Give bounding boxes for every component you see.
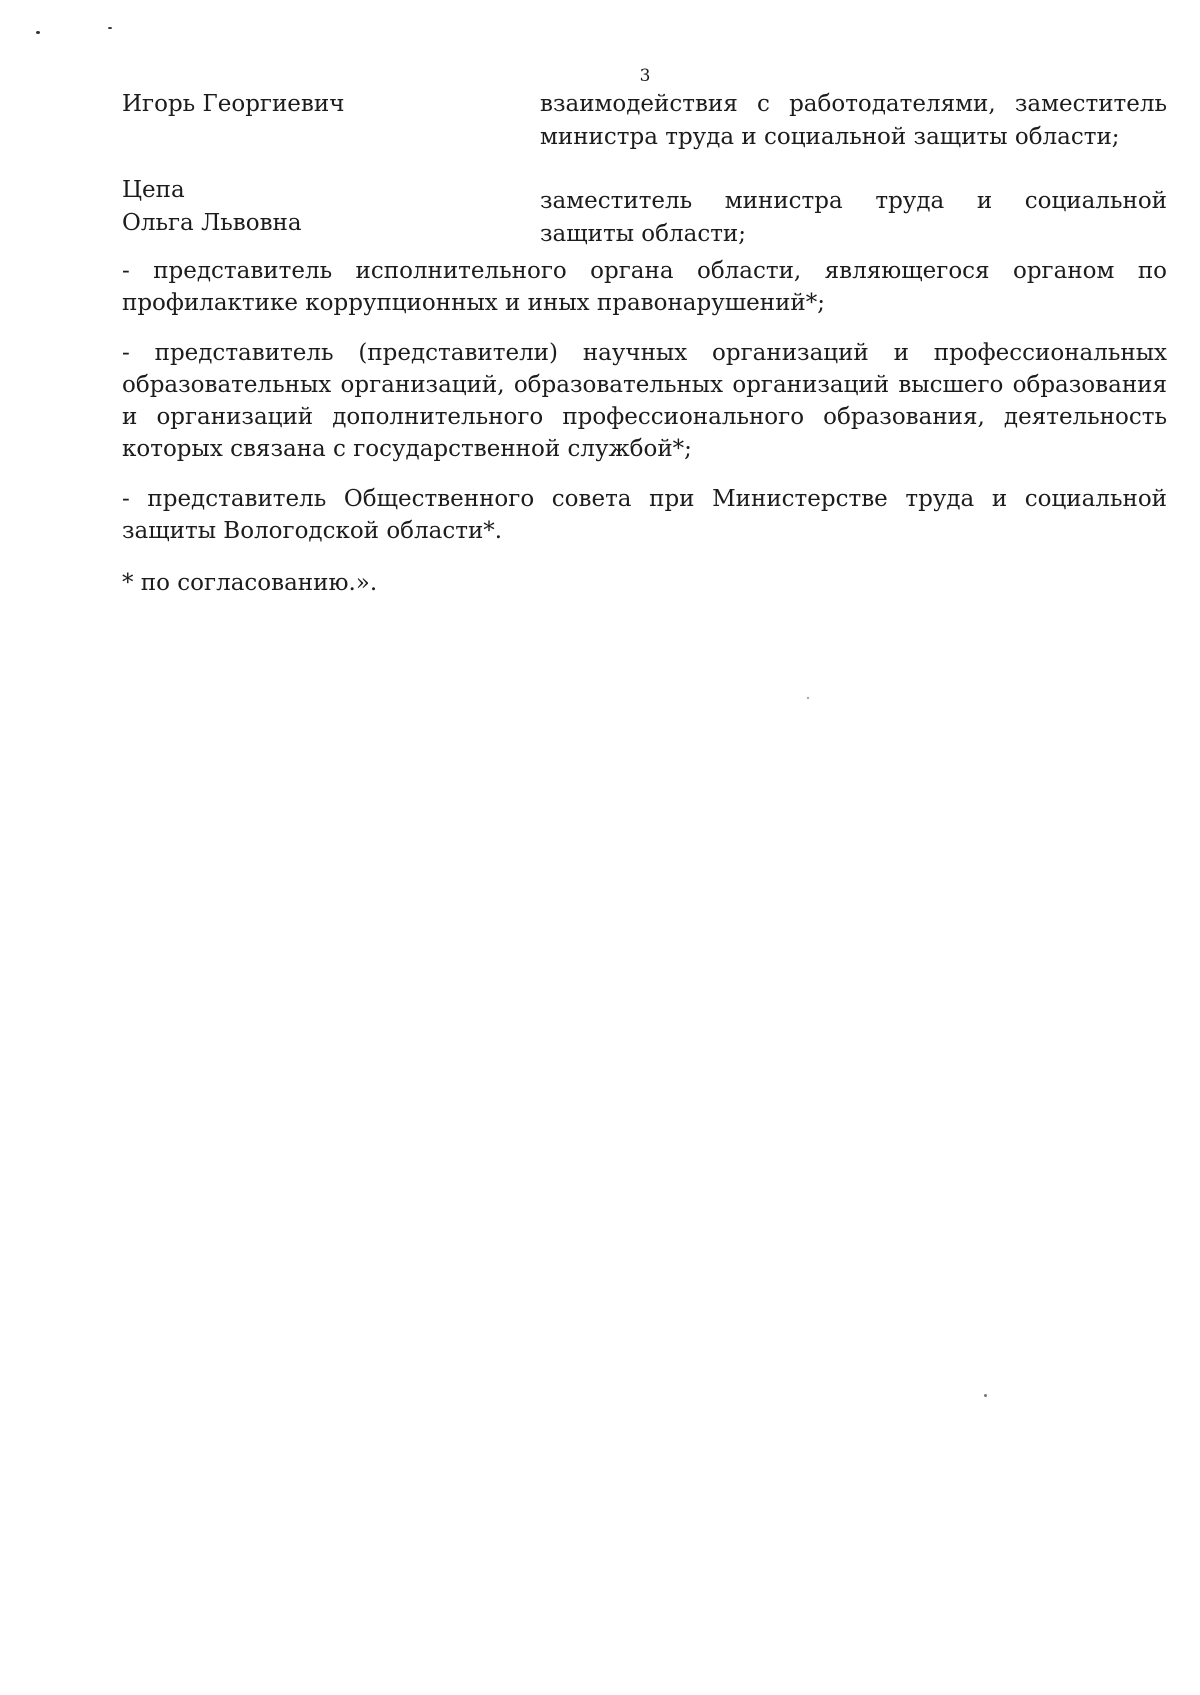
list-item-paragraph: - представитель Общественного совета при Министерстве труда и социальной защиты Вологодской области*.	[122, 486, 1167, 544]
member-name-line: Игорь Георгиевич	[122, 91, 345, 117]
commission-member	[122, 174, 1167, 251]
footnote: * по согласованию.».	[122, 570, 378, 596]
member-position: взаимодействия с работодателями, заместитель министра труда и социальной защиты области;	[540, 91, 1167, 150]
scan-speck	[108, 27, 112, 29]
scan-speck	[807, 697, 809, 699]
list-item-paragraph: - представитель исполнительного органа области, являющегося органом по профилактике коррупционных и иных правонарушений*;	[122, 258, 1167, 316]
scan-speck	[36, 31, 40, 34]
commission-member	[122, 88, 1167, 154]
page-number: 3	[639, 66, 651, 86]
member-position: заместитель министра труда и социальной защиты области;	[540, 188, 1167, 247]
list-item-paragraph: - представитель (представители) научных организаций и профессиональных образовательных организаций, образовательных организаций высшего образования и организаций дополнительного профессионального образования, деятельность которых связана с государственной службой*;	[122, 340, 1167, 462]
scan-speck	[984, 1394, 987, 1397]
member-given-name: Ольга Львовна	[122, 210, 302, 236]
document-body	[122, 88, 1167, 599]
member-name	[122, 88, 540, 121]
member-name	[122, 174, 540, 240]
member-surname: Цепа	[122, 177, 185, 203]
